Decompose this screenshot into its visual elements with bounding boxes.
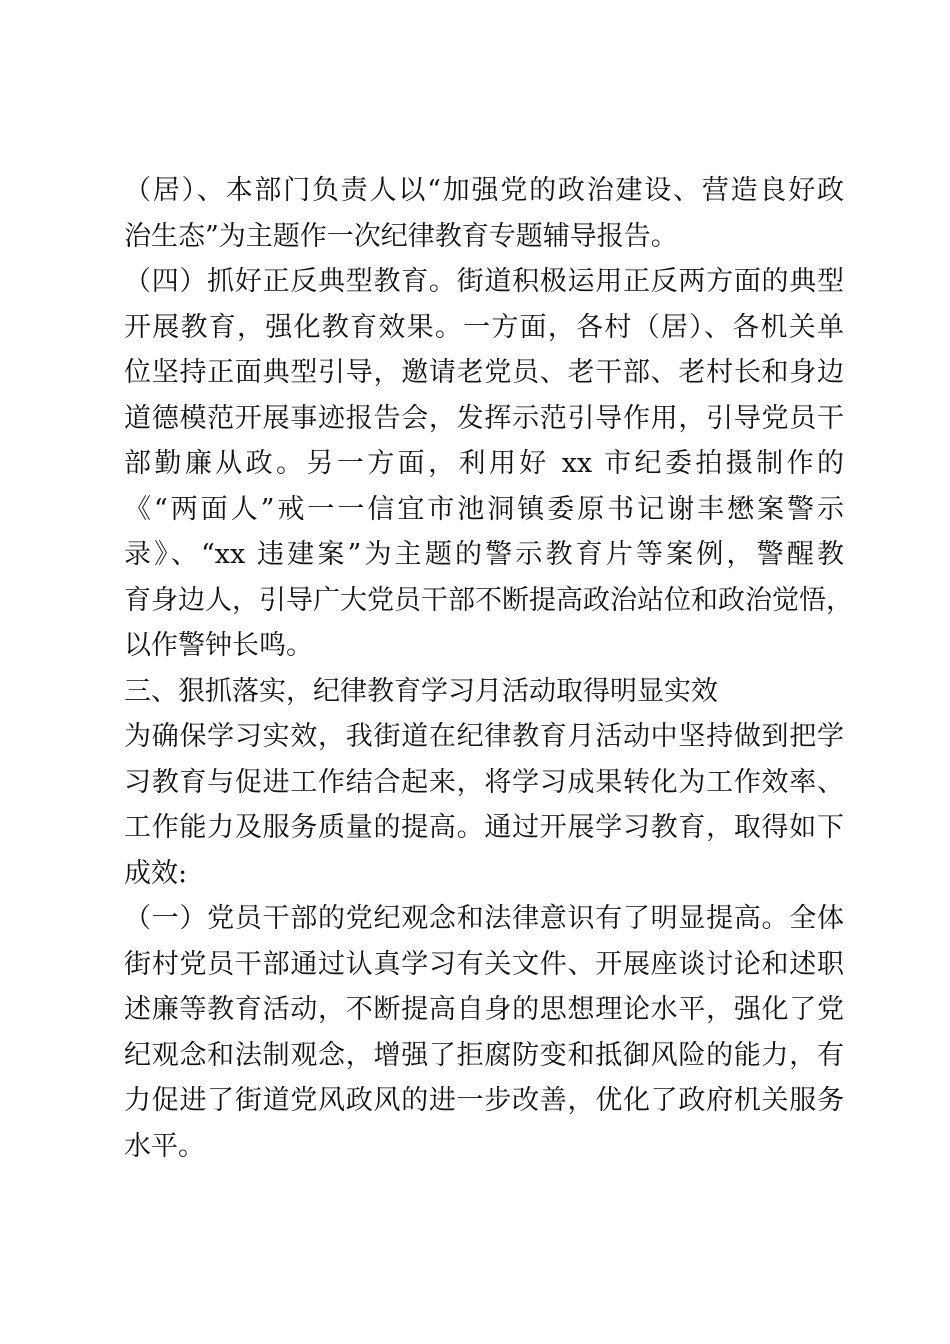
- text-line: 为确保学习实效，我街道在纪律教育月活动中坚持做到把学: [124, 721, 844, 752]
- text-line: 录》、“xx 违建案”为主题的警示教育片等案例，警醒教: [124, 539, 844, 570]
- text-line: 水平。: [124, 1130, 205, 1162]
- text-line: 工作能力及服务质量的提高。通过开展学习教育，取得如下: [124, 812, 844, 843]
- text-line: 纪观念和法制观念，增强了拒腐防变和抵御风险的能力，有: [124, 1039, 844, 1071]
- text-line: 育身边人，引导广大党员干部不断提高政治站位和政治觉悟，: [124, 584, 853, 616]
- text-line: （一）党员干部的党纪观念和法律意识有了明显提高。全体: [124, 903, 844, 934]
- text-line: 街村党员干部通过认真学习有关文件、开展座谈讨论和述职: [124, 948, 844, 980]
- text-line: （居）、本部门负责人以“加强党的政治建设、营造良好政: [124, 175, 844, 206]
- section-heading: 三、狠抓落实，纪律教育学习月活动取得明显实效: [124, 675, 718, 707]
- text-line: 以作警钟长鸣。: [124, 630, 313, 661]
- text-line: 成效:: [124, 857, 188, 889]
- text-line: （四）抓好正反典型教育。街道积极运用正反两方面的典型: [124, 266, 844, 297]
- text-line: 道德模范开展事迹报告会，发挥示范引导作用，引导党员干: [124, 402, 844, 434]
- text-line: 位坚持正面典型引导，邀请老党员、老干部、老村长和身边: [124, 357, 844, 388]
- text-line: 习教育与促进工作结合起来，将学习成果转化为工作效率、: [124, 766, 844, 798]
- text-line: 治生态”为主题作一次纪律教育专题辅导报告。: [124, 220, 678, 252]
- text-line: 开展教育，强化教育效果。一方面，各村（居）、各机关单: [124, 311, 844, 343]
- text-line: 部勤廉从政。另一方面，利用好 xx 市纪委拍摄制作的: [124, 448, 844, 479]
- text-line: 述廉等教育活动，不断提高自身的思想理论水平，强化了党: [124, 994, 844, 1025]
- body-text: [124, 168, 853, 1169]
- text-line: 《“两面人”戒一一信宜市池洞镇委原书记谢丰懋案警示: [124, 493, 844, 525]
- text-line: 力促进了街道党风政风的进一步改善，优化了政府机关服务: [124, 1085, 844, 1116]
